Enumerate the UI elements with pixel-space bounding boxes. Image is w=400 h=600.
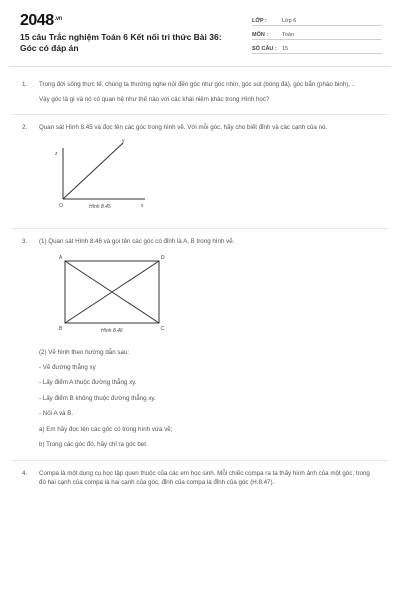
label-y: y xyxy=(122,137,125,144)
logo-suffix: .vn xyxy=(54,16,62,22)
figure-8-45 xyxy=(55,137,378,219)
meta-label: MÔN : xyxy=(252,32,269,38)
question-1 xyxy=(22,80,378,104)
question-separator xyxy=(12,460,388,461)
figure-8-46 xyxy=(59,253,378,341)
header-divider xyxy=(10,66,390,67)
question-number: 2. xyxy=(22,124,28,131)
question-text: (2) Vẽ hình theo hướng dẫn sau: xyxy=(39,349,130,356)
meta-value: 15 xyxy=(282,46,289,52)
question-text: Quan sát Hình 8.45 và đọc tên các góc trong hình vẽ. Với mỗi góc, hãy cho biết đỉnh và các cạnh của nó. xyxy=(39,124,328,131)
step-item: - Nối A và B. xyxy=(39,410,74,417)
meta-row-class xyxy=(252,13,382,26)
meta-value: Toán xyxy=(282,32,294,38)
meta-row-subject xyxy=(252,27,382,40)
step-item: - Lấy điểm A thuộc đường thẳng xy. xyxy=(39,379,137,386)
question-number: 3. xyxy=(22,238,28,245)
document-title: 15 câu Trắc nghiệm Toán 6 Kết nối tri thức Bài 36: Góc có đáp án xyxy=(20,32,222,53)
label-a: A xyxy=(59,254,63,261)
meta-value: Lớp 6 xyxy=(282,18,297,24)
label-b: B xyxy=(59,325,63,332)
site-logo[interactable] xyxy=(20,12,62,30)
meta-label: SỐ CÂU : xyxy=(252,46,277,52)
question-number: 1. xyxy=(22,81,28,88)
meta-row-count xyxy=(252,41,382,54)
sub-question-a: a) Em hãy đọc tên các góc có trong hình vừa vẽ; xyxy=(39,425,173,433)
figure-caption: Hình 8.46 xyxy=(101,327,123,334)
questions-list xyxy=(22,80,378,493)
label-o: O xyxy=(59,202,63,209)
question-text: (1) Quan sát Hình 8.46 và gọi tên các góc có đỉnh là A, B trong hình vẽ. xyxy=(39,238,235,245)
question-separator xyxy=(12,228,388,229)
label-d: D xyxy=(161,254,165,261)
question-text: Trong đời sống thực tế, chúng ta thường nghe nói đến góc như góc nhìn, góc sút (bóng đá), góc bắn (pháo binh), .. xyxy=(39,81,356,88)
meta-table xyxy=(252,13,382,55)
figure-caption: Hình 8.45 xyxy=(89,203,111,210)
question-text: Compa là một dụng cụ học tập quen thuộc của các em học sinh. Mỗi chiếc compa ra ta thấy hình ảnh của một góc, trong đó hai cạnh của compa là hai cạnh của góc, đỉnh của compa là đỉnh của góc (H.8.47). xyxy=(39,469,370,486)
question-2 xyxy=(22,123,378,218)
page-header xyxy=(20,10,382,58)
question-3 xyxy=(22,237,378,450)
step-item: - Vẽ đường thẳng xy xyxy=(39,363,96,371)
label-x: x xyxy=(141,202,144,209)
angle-figure xyxy=(55,137,159,215)
question-separator xyxy=(12,114,388,115)
question-text: Vậy góc là gì và nó có quan hệ như thế nào với các khái niệm khác trong Hình học? xyxy=(39,95,270,103)
logo-text: 2048 xyxy=(20,12,54,29)
step-item: - Lấy điểm B không thuộc đường thẳng xy. xyxy=(39,394,156,402)
label-z: z xyxy=(55,150,58,157)
question-4 xyxy=(22,469,378,488)
sub-question-b: b) Trong các góc đó, hãy chỉ ra góc bẹt. xyxy=(39,441,148,448)
question-number: 4. xyxy=(22,469,28,477)
rectangle-figure xyxy=(59,253,169,337)
meta-label: LỚP : xyxy=(252,18,267,24)
ray-oy xyxy=(63,143,123,199)
label-c: C xyxy=(161,325,165,332)
